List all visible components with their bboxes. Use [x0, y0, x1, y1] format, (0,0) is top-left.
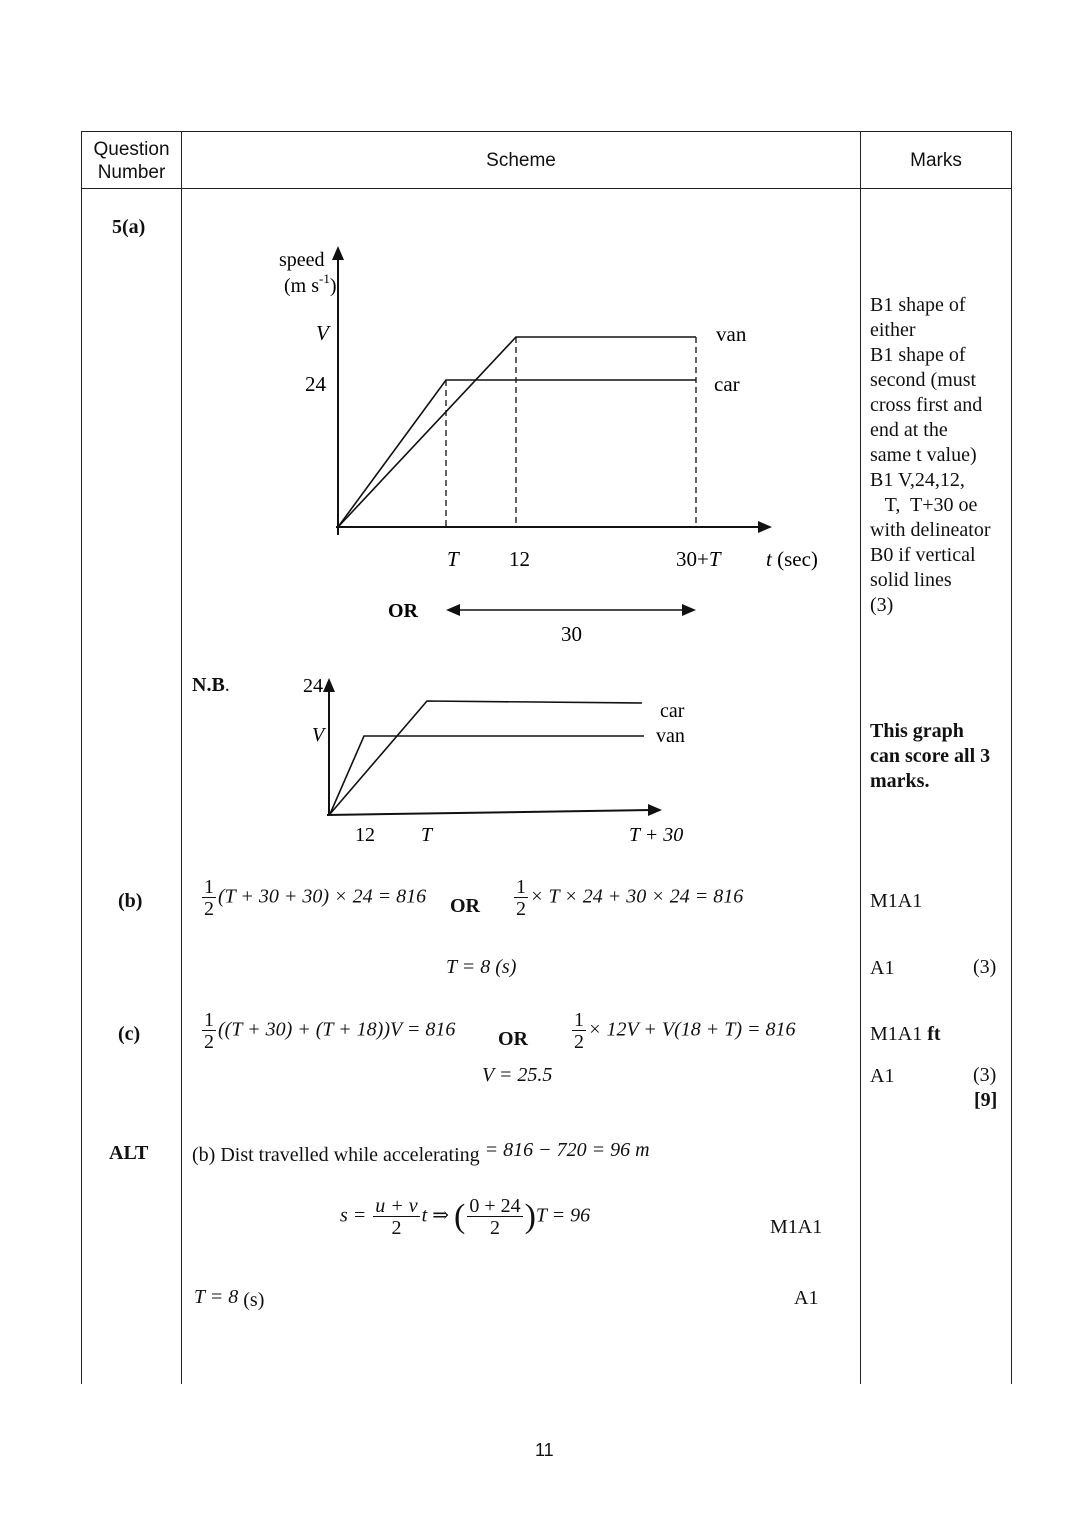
part-a-mark-line-6: end at the	[870, 419, 948, 441]
part-a-mark-line-12: solid lines	[870, 569, 952, 591]
part-b-eq2-half-den: 2	[516, 898, 526, 920]
graph1-x-axis-unit: (sec)	[771, 547, 818, 571]
alt-frac2-den: 2	[467, 1216, 522, 1238]
part-c-label: (c)	[118, 1023, 141, 1045]
alt-suvat-paren-open: (	[453, 1198, 466, 1235]
graph1-van-label: van	[716, 322, 747, 346]
part-a-mark-line-13: (3)	[870, 594, 894, 616]
alt-frac2	[467, 1196, 522, 1238]
part-b-eq2-text: × T × 24 + 30 × 24 = 816	[530, 885, 744, 908]
part-b-equation-2	[512, 877, 743, 919]
alt-label: ALT	[109, 1142, 149, 1164]
alt-suvat-frac-num: u + v	[375, 1195, 418, 1217]
graph1-tick-V: V	[316, 321, 329, 345]
part-c-eq2-half-den: 2	[574, 1031, 584, 1053]
part-a-mark-line-3: B1 shape of	[870, 344, 966, 366]
nb-note-line3: marks.	[870, 770, 930, 792]
part-a-mark-line-10: with delineator	[870, 519, 991, 541]
alt-line1	[192, 1139, 650, 1167]
alt-result-unit: (s)	[243, 1289, 265, 1311]
graph1-tick-24: 24	[305, 372, 326, 396]
part-b-or: OR	[450, 895, 480, 917]
header-scheme: Scheme	[486, 150, 556, 171]
nb-tick-T30: T + 30	[629, 824, 684, 846]
alt-suvat-paren-close: )	[524, 1198, 536, 1235]
part-a-mark-line-8: B1 V,24,12,	[870, 469, 965, 491]
part-b-label: (b)	[118, 890, 143, 912]
part-b-equation-1	[200, 877, 426, 919]
part-c-result: V = 25.5	[482, 1064, 553, 1086]
alt-line1-math: = 816 − 720 = 96 m	[484, 1139, 650, 1161]
nb-car-line	[330, 701, 642, 814]
alt-result-math: T = 8	[194, 1286, 239, 1308]
part-a-mark-line-1: B1 shape of	[870, 294, 966, 316]
part-a-mark-line-4: second (must	[870, 369, 977, 391]
part-c-mark-1	[870, 1022, 941, 1047]
part-b-result: T = 8 (s)	[446, 956, 517, 978]
part-c-mark-2: A1	[870, 1065, 895, 1087]
alt-mark-1: M1A1	[770, 1216, 823, 1238]
alt-suvat-equation	[340, 1196, 590, 1238]
part-b-eq1-half-num: 1	[204, 876, 214, 898]
graph1-y-label-sup: -1	[319, 271, 330, 286]
alt-suvat-lhs: s =	[340, 1204, 367, 1227]
part-a-label: 5(a)	[112, 216, 146, 238]
graph1-car-label: car	[714, 372, 740, 396]
alt-suvat-frac	[373, 1196, 419, 1238]
alt-result	[194, 1286, 264, 1309]
part-c-equation-1	[200, 1010, 455, 1052]
header-marks: Marks	[910, 150, 962, 171]
part-a-mark-line-7: same t value)	[870, 444, 977, 466]
nb-car-label: car	[660, 700, 685, 722]
alt-suvat-rest: t ⇒	[421, 1204, 449, 1227]
part-b-eq1-half	[202, 877, 216, 919]
nb-tick-24: 24	[303, 675, 323, 697]
page-number: 11	[535, 1440, 554, 1460]
part-a-mark-line-9: T, T+30 oe	[870, 494, 978, 516]
part-a-mark-line-5: cross first and	[870, 394, 983, 416]
nb-note	[870, 719, 990, 794]
part-b-eq2-half	[514, 877, 528, 919]
part-c-mark-1-ft: ft	[927, 1023, 941, 1045]
graph1-y-label-close: )	[329, 275, 337, 297]
graph1-y-label-line1: speed	[279, 249, 325, 271]
part-b-eq2-half-num: 1	[516, 876, 526, 898]
graph1-y-label-unit: (m s	[284, 275, 319, 297]
part-c-eq2-text: × 12V + V(18 + T) = 816	[588, 1018, 796, 1041]
nb-tick-12: 12	[355, 824, 375, 846]
nb-label-text: N.B	[192, 674, 225, 696]
part-c-eq1-half-num: 1	[204, 1009, 214, 1031]
part-c-eq1-half	[202, 1010, 216, 1052]
graph1-or-label: OR	[388, 600, 418, 622]
nb-x-arrowhead	[648, 804, 662, 816]
alt-suvat-end: T = 96	[535, 1204, 591, 1227]
part-b-mark-2: A1	[870, 957, 895, 979]
nb-tick-T: T	[421, 824, 433, 846]
alt-line1-text: (b) Dist travelled while accelerating	[192, 1144, 480, 1166]
graph1-x-axis-var: t	[766, 547, 772, 571]
graph1-tick-30T-num: 30+	[676, 547, 709, 571]
part-c-mark-1-text: M1A1	[870, 1023, 923, 1045]
part-c-or: OR	[498, 1028, 528, 1050]
graph1-tick-30T-var: T	[708, 547, 721, 571]
nb-van-line	[330, 736, 644, 814]
part-a-mark-line-2: either	[870, 319, 916, 341]
part-b-mark-1: M1A1	[870, 890, 923, 912]
part-c-eq1-text: ((T + 30) + (T + 18))V = 816	[218, 1018, 456, 1041]
part-c-eq2-half-num: 1	[574, 1009, 584, 1031]
part-c-eq1-half-den: 2	[204, 1031, 214, 1053]
alt-mark-2: A1	[794, 1287, 819, 1309]
part-b-eq1-text: (T + 30 + 30) × 24 = 816	[218, 885, 427, 908]
alt-frac2-num: 0 + 24	[469, 1195, 521, 1217]
nb-note-line2: can score all 3	[870, 745, 991, 767]
header-question-line2: Number	[97, 162, 166, 183]
nb-x-axis	[327, 810, 652, 815]
graph1-tick-12: 12	[509, 547, 530, 571]
part-b-eq1-half-den: 2	[204, 898, 214, 920]
part-c-question-total: [9]	[974, 1089, 998, 1111]
part-c-mark-2-total: (3)	[973, 1064, 997, 1086]
graph1-tick-T: T	[447, 547, 459, 571]
alt-suvat-frac-den: 2	[373, 1216, 419, 1238]
nb-tick-V: V	[312, 724, 325, 746]
part-a-mark-line-11: B0 if vertical	[870, 544, 976, 566]
part-b-mark-2-total: (3)	[973, 956, 997, 978]
graph1-span-label: 30	[561, 622, 582, 646]
nb-label: N.B.	[192, 674, 230, 696]
nb-note-line1: This graph	[870, 720, 964, 742]
part-c-equation-2	[570, 1010, 796, 1052]
nb-van-label: van	[656, 725, 685, 747]
header-question-line1: Question	[93, 139, 170, 160]
part-c-eq2-half	[572, 1010, 586, 1052]
nb-y-arrowhead	[323, 678, 335, 692]
